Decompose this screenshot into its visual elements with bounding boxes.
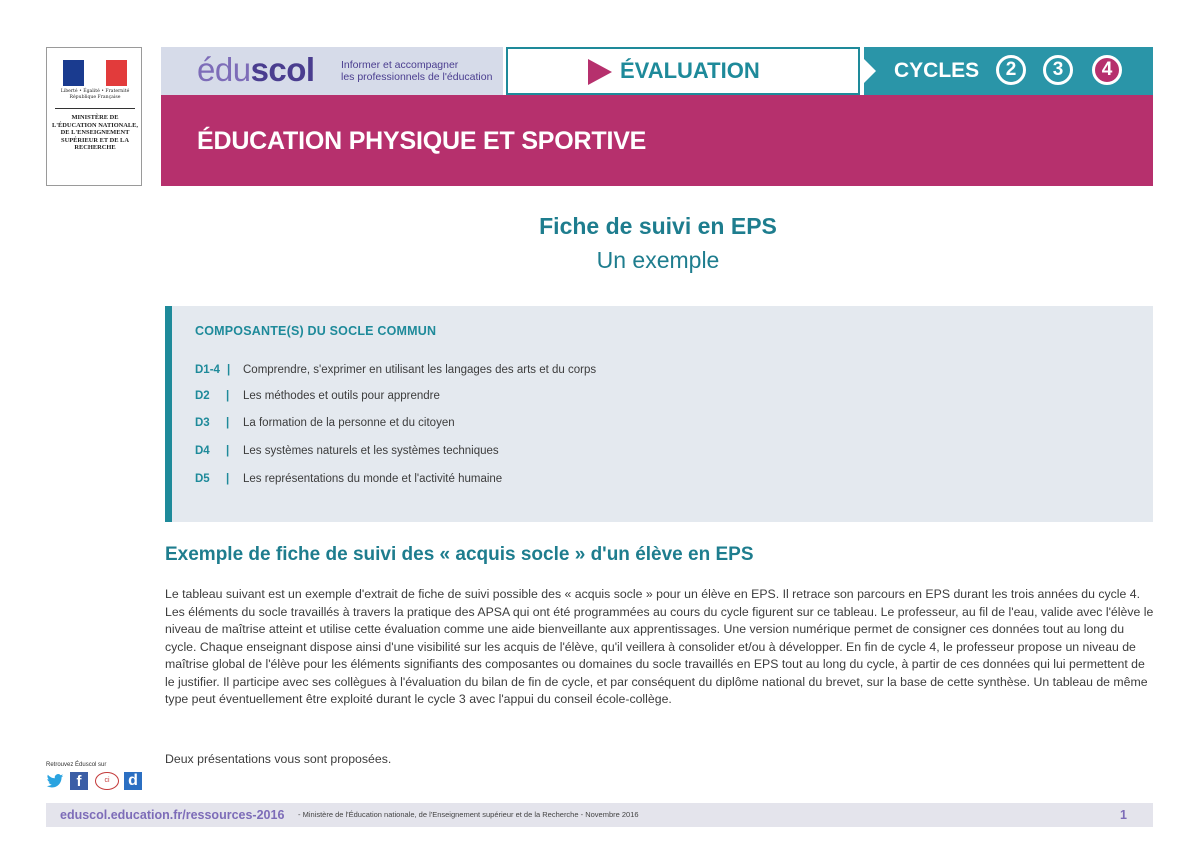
socle-item-code: D4 bbox=[195, 445, 210, 457]
logo-motto: Liberté • Égalité • Fraternité République Française bbox=[60, 89, 130, 100]
socle-item-separator: | bbox=[226, 417, 230, 429]
cycle-3-badge: 3 bbox=[1043, 55, 1073, 85]
twitter-icon[interactable] bbox=[46, 772, 64, 790]
page-number: 1 bbox=[1120, 808, 1127, 822]
socle-item-code: D5 bbox=[195, 473, 210, 485]
ministry-name: MINISTÈRE DE L'ÉDUCATION NATIONALE, DE L'ENSEIGNEMENT SUPÉRIEUR ET DE LA RECHERCHE bbox=[51, 114, 139, 152]
section-heading: Exemple de fiche de suivi des « acquis socle » d'un élève en EPS bbox=[165, 544, 754, 565]
socle-item-text: Les représentations du monde et l'activité humaine bbox=[243, 473, 503, 485]
cycle-2-badge: 2 bbox=[996, 55, 1026, 85]
discipline-title: ÉDUCATION PHYSIQUE ET SPORTIVE bbox=[197, 127, 647, 155]
socle-item-separator: | bbox=[226, 473, 230, 485]
cycle-4-badge-active: 4 bbox=[1092, 55, 1122, 85]
canal-eduscol-icon[interactable]: ci bbox=[95, 772, 119, 790]
eduscol-brand[interactable] bbox=[161, 47, 503, 95]
body-paragraph-2: Deux présentations vous sont proposées. bbox=[165, 752, 392, 766]
document-subtitle: Un exemple bbox=[596, 247, 720, 273]
socle-item-text: Les systèmes naturels et les systèmes techniques bbox=[243, 445, 499, 457]
body-paragraph: Le tableau suivant est un exemple d'extrait de fiche de suivi possible des « acquis socle » pour un élève en EPS. Il retrace son parcours en EPS durant les trois années du cycle 4. Les éléments du socle travaillés à travers la pratique des APSA qui ont été programmées au cours du cycle figurent sur ce tableau. Le professeur, au fil de l'eau, valide avec l'élève le niveau de maîtrise atteint et utilise cette évaluation comme une aide bienveillante aux apprentissages. Une version numérique permet de consigner ces données tout au long du cycle. Chaque enseignant dispose ainsi d'une visibilité sur les acquis de l'élève, qu'il veillera à consolider et/ou à développer. En fin de cycle 4, le professeur propose un niveau de maîtrise global de l'élève pour les éléments signifiants des composantes ou domaines du socle travaillés en EPS tout au long du cycle, à partir de ces données qui lui permettent de le justifier. Il participe avec ses collègues à l'évaluation du bilan de fin de cycle, et par conséquent du diplôme national du brevet, sur la base de cette synthèse. Un tableau de même type peut éventuellement être exploité durant le cycle 3 avec l'appui du conseil école-collège. bbox=[165, 587, 1154, 706]
socle-item-text: Comprendre, s'exprimer en utilisant les langages des arts et du corps bbox=[243, 364, 597, 376]
social-label: Retrouvez Éduscol sur bbox=[46, 762, 107, 768]
socle-item-code: D1-4 bbox=[195, 364, 220, 376]
chevron-right-icon bbox=[864, 59, 876, 83]
socle-item-code: D3 bbox=[195, 417, 210, 429]
cycles-label: CYCLES bbox=[894, 59, 980, 82]
socle-item-text: La formation de la personne et du citoyen bbox=[243, 417, 455, 429]
active-cycle-pointer bbox=[1100, 95, 1116, 104]
socle-commun-box bbox=[165, 306, 1153, 522]
footer-info: - Ministère de l'Éducation nationale, de l'Enseignement supérieur et de la Recherche - Novembre 2016 bbox=[298, 810, 639, 819]
section-title: ÉVALUATION bbox=[620, 58, 760, 83]
logo-divider bbox=[55, 108, 135, 109]
socle-item-separator: | bbox=[227, 364, 231, 376]
socle-item-separator: | bbox=[226, 390, 230, 402]
dailymotion-icon[interactable]: d bbox=[124, 772, 142, 790]
socle-item-separator: | bbox=[226, 445, 230, 457]
marianne-flag-icon bbox=[63, 60, 127, 86]
footer-url-link[interactable]: eduscol.education.fr/ressources-2016 bbox=[60, 808, 285, 822]
socle-accent-bar bbox=[165, 306, 172, 522]
cycles-indicator bbox=[864, 47, 1153, 95]
page-footer bbox=[46, 803, 1153, 827]
section-label bbox=[506, 47, 860, 95]
eduscol-tagline: Informer et accompagner les professionnels de l'éducation bbox=[341, 59, 493, 83]
discipline-banner bbox=[161, 95, 1153, 186]
socle-heading: COMPOSANTE(S) DU SOCLE COMMUN bbox=[195, 324, 437, 338]
facebook-icon[interactable]: f bbox=[70, 772, 88, 790]
ministry-logo bbox=[46, 47, 142, 186]
play-arrow-icon bbox=[588, 59, 612, 85]
document-title: Fiche de suivi en EPS bbox=[539, 213, 777, 239]
socle-item-text: Les méthodes et outils pour apprendre bbox=[243, 390, 440, 402]
eduscol-logo: éduscol bbox=[197, 51, 315, 88]
socle-item-code: D2 bbox=[195, 390, 210, 402]
